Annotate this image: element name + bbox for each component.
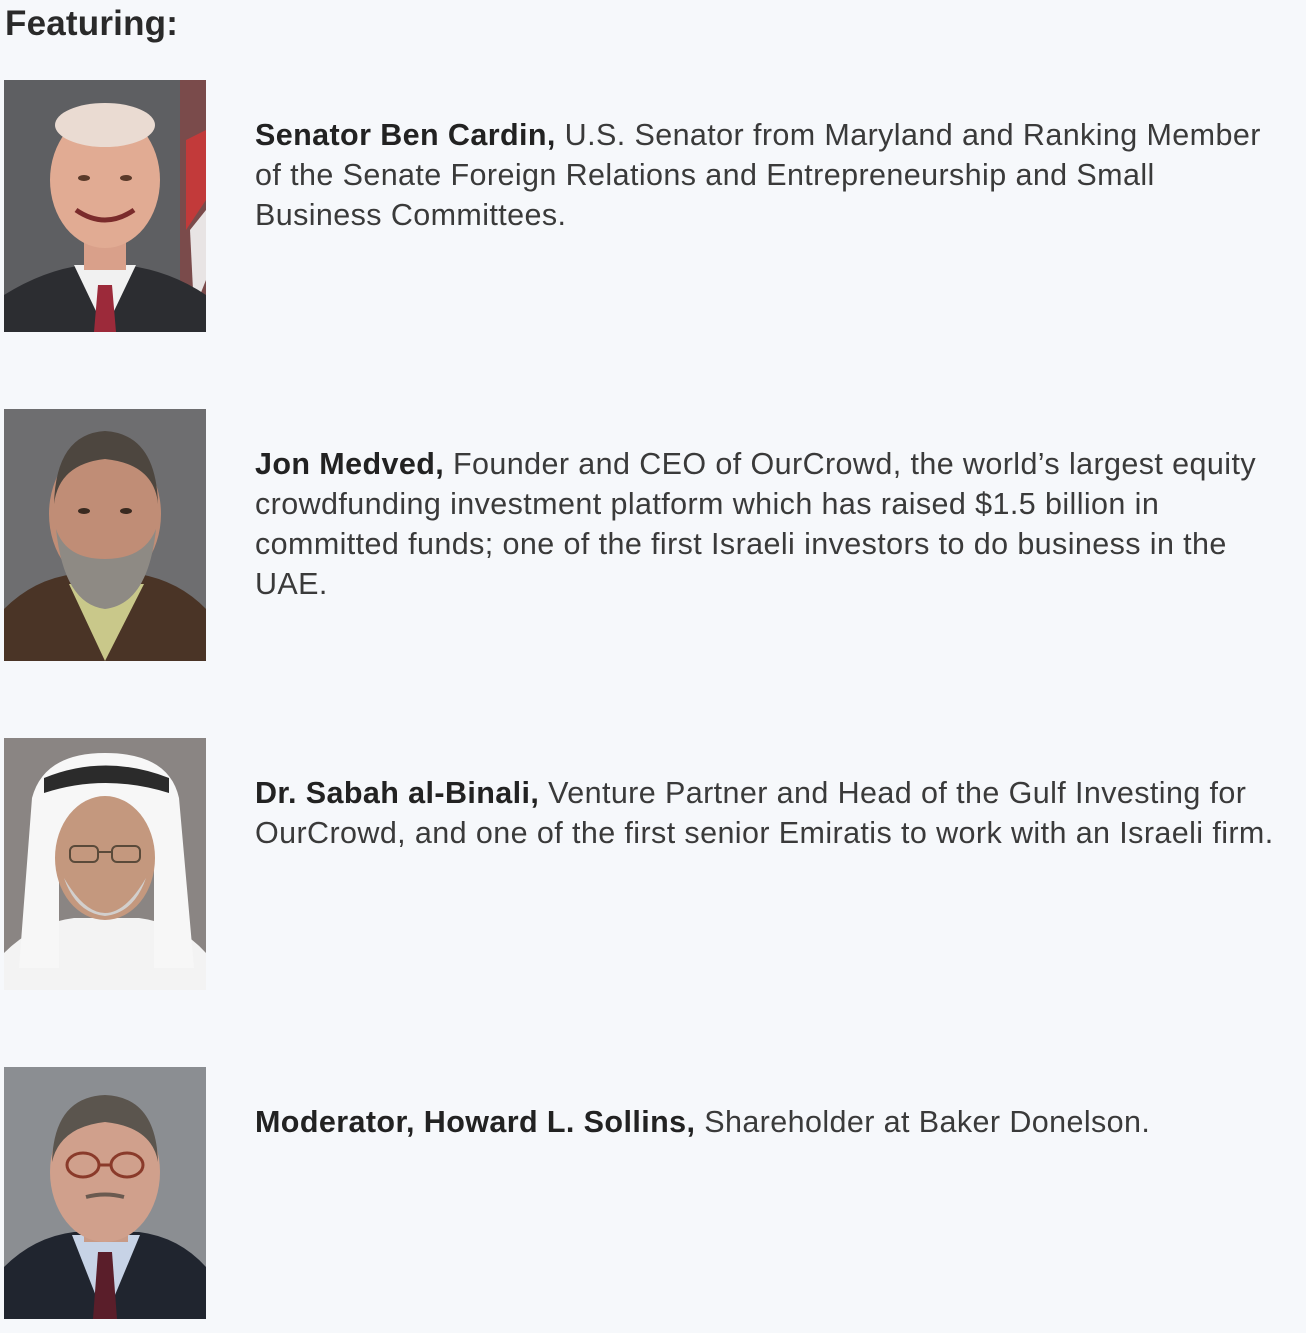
speaker-name: Senator Ben Cardin, — [255, 118, 556, 152]
speaker-card — [4, 738, 1294, 991]
speaker-card — [4, 409, 1294, 662]
speaker-photo — [4, 409, 206, 661]
speaker-description: U.S. Senator from Maryland and Ranking Member of the Senate Foreign Relations and Entrepreneurship and Small Business Committees. — [255, 118, 1261, 232]
speaker-name: Dr. Sabah al-Binali, — [255, 776, 540, 810]
speaker-card — [4, 1067, 1294, 1320]
speaker-description: Venture Partner and Head of the Gulf Investing for OurCrowd, and one of the first senior Emiratis to work with an Israeli firm. — [255, 776, 1274, 850]
speaker-photo — [4, 1067, 206, 1319]
speaker-photo — [4, 738, 206, 990]
speaker-photo — [4, 80, 206, 332]
featuring-heading: Featuring: — [5, 4, 179, 43]
speaker-name: Jon Medved, — [255, 447, 445, 481]
speaker-description: Shareholder at Baker Donelson. — [695, 1105, 1151, 1139]
speaker-card — [4, 80, 1294, 333]
speaker-description: Founder and CEO of OurCrowd, the world’s largest equity crowdfunding investment platform which has raised $1.5 billion in committed funds; one of the first Israeli investors to do business in the UAE. — [255, 447, 1256, 601]
speaker-name: Moderator, Howard L. Sollins, — [255, 1105, 696, 1139]
